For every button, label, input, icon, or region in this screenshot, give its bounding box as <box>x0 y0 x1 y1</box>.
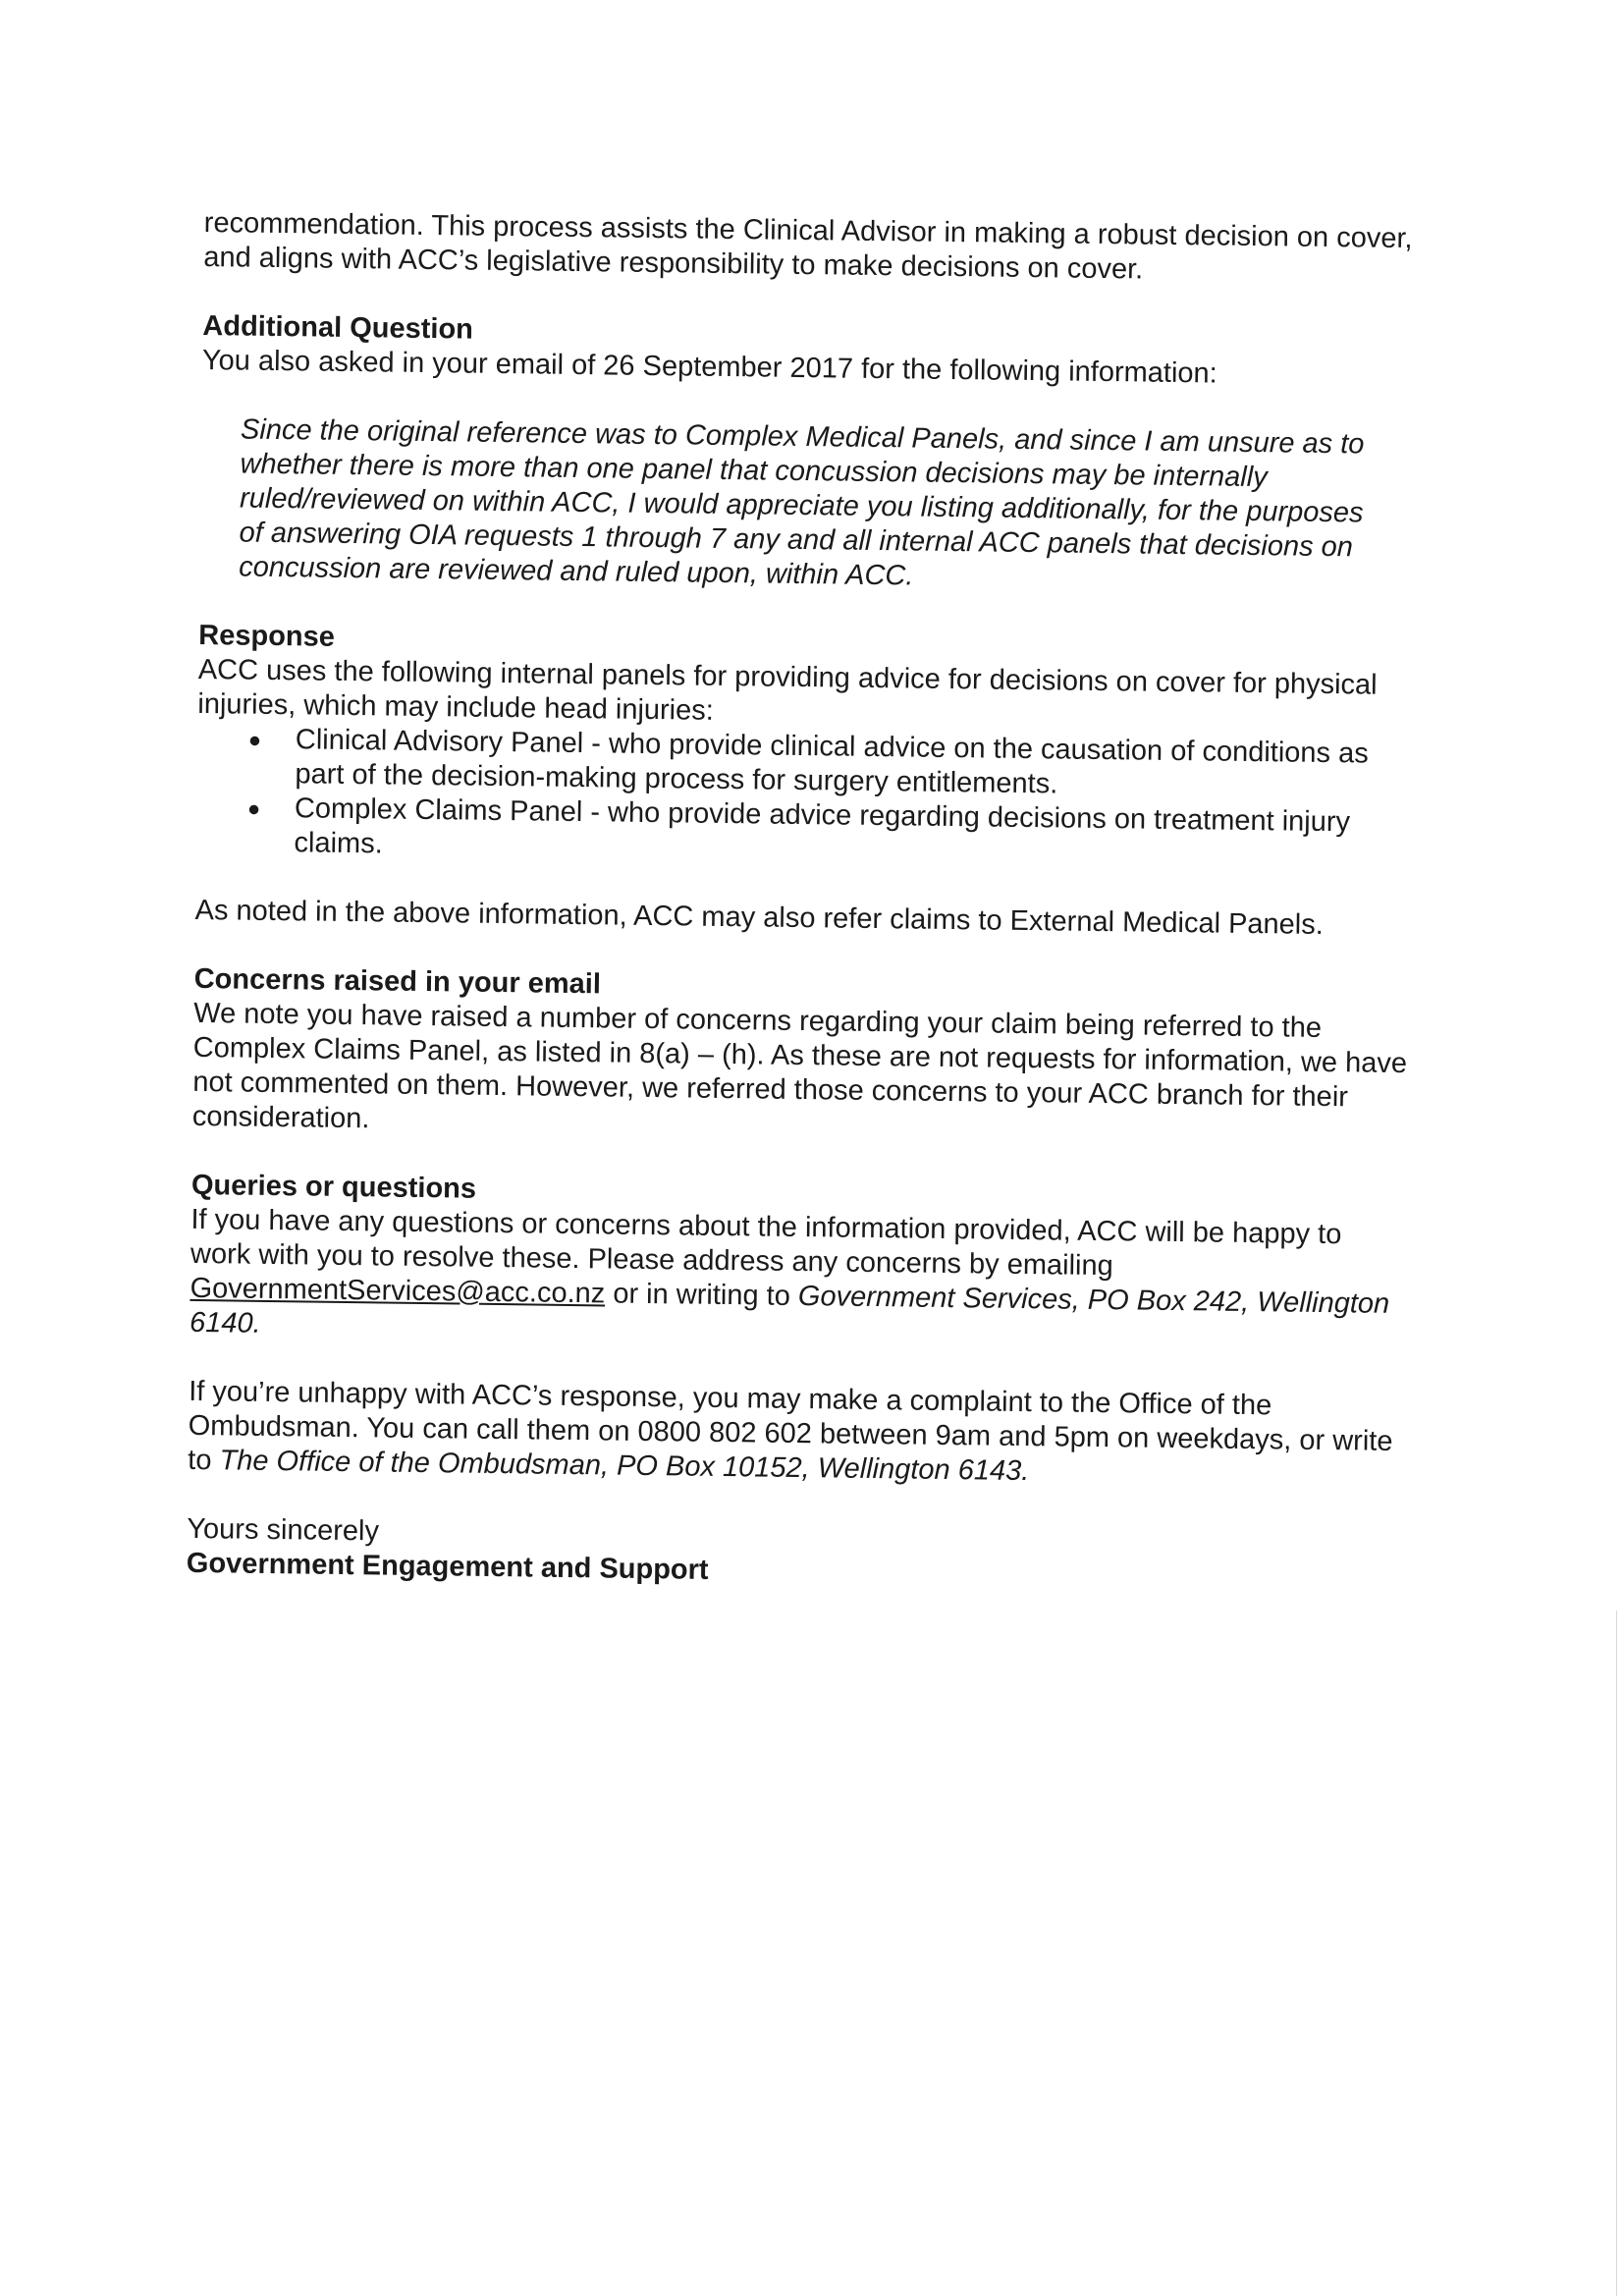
queries-text <box>189 1203 1409 1356</box>
letter-body <box>187 206 1422 1597</box>
email-link[interactable]: GovernmentServices@acc.co.nz <box>189 1272 606 1310</box>
closing-line: Yours sincerely <box>187 1512 380 1548</box>
additional-question-text: You also asked in your email of 26 September 2017 for the following information: <box>201 344 1217 390</box>
queries-section <box>188 1169 1409 1494</box>
intro-paragraph: recommendation. This process assists the Clinical Advisor in making a robust decision on cover, and aligns with ACC’s legislative responsibility to make decisions on cover. <box>203 206 1413 286</box>
scan-edge-divider <box>1616 1611 1617 2296</box>
panel-list <box>195 722 1415 875</box>
concerns-heading: Concerns raised in your email <box>193 962 602 1001</box>
external-panels-note: As noted in the above information, ACC may also refer claims to External Medical Panels. <box>194 894 1325 941</box>
list-item <box>195 791 1414 875</box>
quoted-request: Since the original reference was to Complex Medical Panels, and since I am unsure as to whether there is more than one panel that concussion decisions may be internally ruled/reviewed on within ACC, I would appreciate you listing additionally, for the purposes of answering OIA requests 1 through 7 any and all internal ACC panels that decisions on concussion are reviewed and ruled upon, within ACC. <box>238 413 1365 592</box>
queries-heading: Queries or questions <box>190 1169 477 1205</box>
signoff <box>187 1512 1405 1597</box>
concerns-text: We note you have raised a number of concerns regarding your claim being referred to the Complex Claims Panel, as listed in 8(a) – (h). As these are not requests for information, we have not commented on them. However, we referred those concerns to your ACC branch for their consideration. <box>191 997 1408 1135</box>
list-item-text: Complex Claims Panel - who provide advice regarding decisions on treatment injury claims. <box>294 793 1351 860</box>
response-heading: Response <box>198 619 336 653</box>
bullet-icon: ● <box>246 795 261 821</box>
response-section <box>194 619 1416 944</box>
list-item-text: Clinical Advisory Panel - who provide clinical advice on the causation of conditions as part of the decision-making process for surgery entitlements. <box>295 724 1369 800</box>
signatory: Government Engagement and Support <box>186 1547 709 1586</box>
queries-text-middle: or in writing to <box>605 1278 799 1313</box>
ombudsman-address: The Office of the Ombudsman, PO Box 10152, Wellington 6143. <box>219 1445 1030 1488</box>
response-text: ACC uses the following internal panels for providing advice for decisions on cover for physical injuries, which may include head injuries: <box>197 653 1378 727</box>
additional-question-section <box>199 309 1421 600</box>
queries-text-start: If you have any questions or concerns about the information provided, ACC will be happy to work with you to resolve these. Please address any concerns by emailing <box>189 1203 1342 1283</box>
concerns-section <box>192 962 1412 1150</box>
bullet-icon: ● <box>247 727 262 752</box>
additional-question-heading: Additional Question <box>202 309 474 346</box>
postal-address: Government Services, PO Box 242, Wellington 6140. <box>189 1281 1390 1339</box>
ombudsman-paragraph <box>188 1375 1406 1494</box>
ombudsman-text: If you’re unhappy with ACC’s response, you may make a complaint to the Office of the Ombudsman. You can call them on 0800 802 602 between 9am and 5pm on weekdays, or write to <box>188 1375 1393 1477</box>
